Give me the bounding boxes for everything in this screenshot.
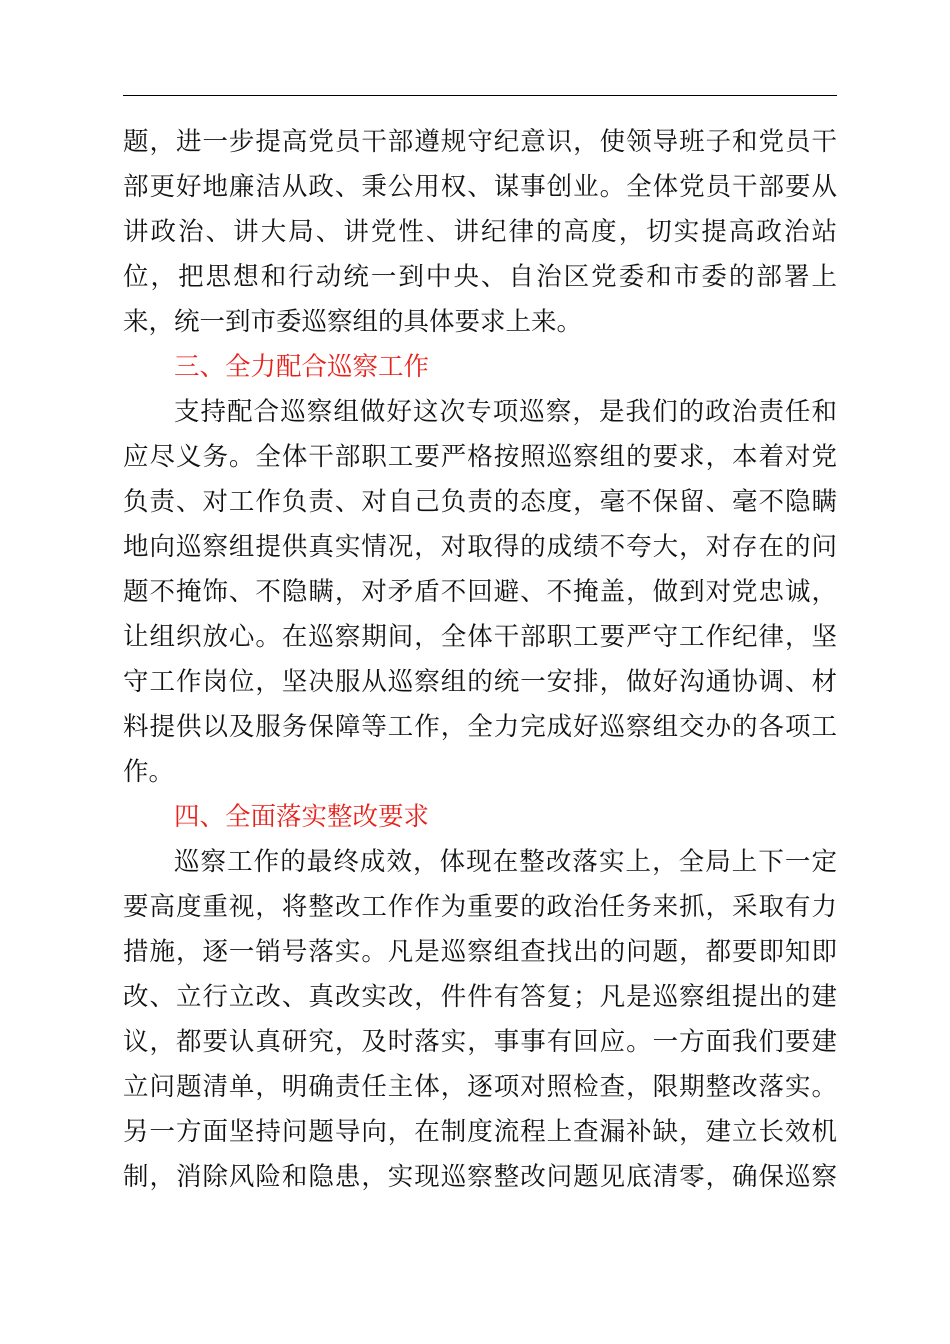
text-line: 题不掩饰、不隐瞒，对矛盾不回避、不掩盖，做到对党忠诚， (123, 577, 837, 607)
paragraph-continuation (123, 120, 837, 345)
document-body (123, 120, 837, 1200)
text-line: 题，进一步提高党员干部遵规守纪意识，使领导班子和党员干 (123, 127, 837, 157)
text-line: 措施，逐一销号落实。凡是巡察组查找出的问题，都要即知即 (123, 937, 837, 967)
section-heading-3: 三、全力配合巡察工作 (174, 352, 430, 382)
paragraph-cooperate-inspection (123, 390, 837, 795)
text-line: 支持配合巡察组做好这次专项巡察，是我们的政治责任和 (174, 397, 837, 427)
text-line: 应尽义务。全体干部职工要严格按照巡察组的要求，本着对党 (123, 442, 837, 472)
text-line: 部更好地廉洁从政、秉公用权、谋事创业。全体党员干部要从 (123, 172, 837, 202)
text-line: 讲政治、讲大局、讲党性、讲纪律的高度，切实提高政治站 (123, 217, 837, 247)
text-line: 守工作岗位，坚决服从巡察组的统一安排，做好沟通协调、材 (123, 667, 837, 697)
text-line: 负责、对工作负责、对自己负责的态度，毫不保留、毫不隐瞒 (123, 487, 837, 517)
text-line: 立问题清单，明确责任主体，逐项对照检查，限期整改落实。 (123, 1072, 837, 1102)
text-line: 地向巡察组提供真实情况，对取得的成绩不夸大，对存在的问 (123, 532, 837, 562)
text-line: 位，把思想和行动统一到中央、自治区党委和市委的部署上 (123, 262, 837, 292)
text-line: 让组织放心。在巡察期间，全体干部职工要严守工作纪律，坚 (123, 622, 837, 652)
text-line: 要高度重视，将整改工作作为重要的政治任务来抓，采取有力 (123, 892, 837, 922)
text-line: 议，都要认真研究，及时落实，事事有回应。一方面我们要建 (123, 1027, 837, 1057)
text-line: 改、立行立改、真改实改，件件有答复；凡是巡察组提出的建 (123, 982, 837, 1012)
section-heading-4: 四、全面落实整改要求 (174, 802, 430, 832)
text-line: 作。 (123, 757, 175, 787)
text-line: 来，统一到市委巡察组的具体要求上来。 (123, 307, 583, 337)
text-line: 另一方面坚持问题导向，在制度流程上查漏补缺，建立长效机 (123, 1117, 837, 1147)
header-rule (123, 95, 837, 96)
text-line: 制，消除风险和隐患，实现巡察整改问题见底清零，确保巡察 (123, 1162, 837, 1192)
text-line: 料提供以及服务保障等工作，全力完成好巡察组交办的各项工 (123, 712, 837, 742)
paragraph-rectification (123, 840, 837, 1200)
text-line: 巡察工作的最终成效，体现在整改落实上，全局上下一定 (174, 847, 837, 877)
